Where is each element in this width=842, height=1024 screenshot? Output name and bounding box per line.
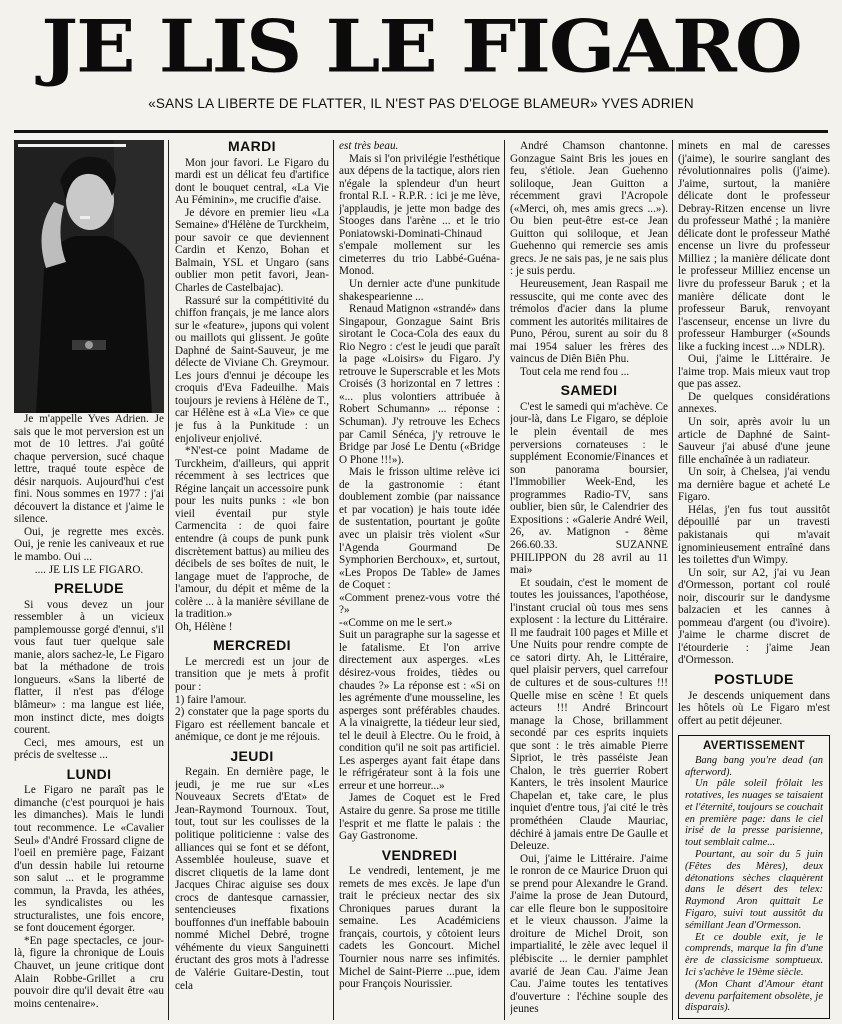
body-paragraph: est très beau. xyxy=(339,140,399,152)
column-2 xyxy=(175,140,329,1022)
column-3 xyxy=(339,140,500,1022)
body-paragraph: André Chamson chantonne. Gonzague Saint Bris les joues en feu, s'étiole. Jean Guehenno soliloque, Jean Guitton a récemment gravi l'Acropole («Merci, oh, mes amis grecs ...»). Ou bien peut-être est-ce Jean Guitton qui soliloque, et Jean Guehenno qui remercie ses amis grecs. Je ne sais pas, je ne sais plus : je suis perdu. xyxy=(510,140,668,278)
body-paragraph: Mais si l'on privilégie l'esthétique aux dépens de la tactique, alors rien n'égale la splendeur d'un heurt frontal R.I. - R.P.R. : ici je me lève, j'applaudis, je jette mon badge des Stooges dans l'arène ... et le trio Poniatowski-Dominati-Chinaud s'empale mollement sur les cimeterres du trio Labbé-Guéna-Monod. xyxy=(339,152,500,278)
body-paragraph: Regain. En dernière page, le jeudi, je me rue sur «Les Nouveaux Secrets d'Etat» de Jean-Raymond Tournoux. Tout, tout, tout sur les coulisses de la politique politicienne : valse des alliances qui se font et se défont, Assemblée houleuse, suave et discret cliquetis de la lame dont Jacques Chirac aiguise ses doux crocs de dantesque carnassier, sentencieuses fixations bouffonnes d'un ineffable babouin nommé Michel Debré, trogne véhémente du vieux Sanguinetti éructant des gros mots à l'adresse de Valérie Guitare-Destin, tout cela xyxy=(175,766,329,992)
body-paragraph: Hélas, j'en fus tout aussitôt dépouillé par un travesti pakistanais qui m'avait ignominieusement entraîné dans les toilettes d'un Wimpy. xyxy=(678,503,830,567)
body-paragraph: Oui, je regrette mes excès. Oui, je renie les caniveaux et rue le mambo. Oui ... xyxy=(14,525,164,564)
section-heading-lundi: LUNDI xyxy=(66,765,112,782)
body-paragraph: Un dernier acte d'une punkitude shakespearienne ... xyxy=(339,278,500,303)
body-paragraph: Oui, j'aime le Littéraire. Je l'aime trop. Mais mieux vaut trop que pas assez. xyxy=(678,353,830,391)
column-5 xyxy=(678,140,830,1022)
avertissement-paragraph: Et ce double exit, je le comprends, marque la fin d'une ère de classicisme somptueux. Ici s'achève le 19ème siècle. xyxy=(685,931,823,979)
header-rule xyxy=(14,130,828,133)
body-paragraph: Rassuré sur la compétitivité du chiffon français, je me lance alors sur le «feature», jupons qui volent ou maillots qui glissent. Je goûte Daphné de Saint-Sauveur, je me délecte de Viviane Ch. Greymour. Les jours d'ennui je découpe les croquis d'Eva Fadeuilhe. Mais toujours je reviens à Hélène de T., car Hélène est à «La Vie» ce que je fus à la Punkitude : un enjoliveur enjolivé. xyxy=(175,294,329,445)
body-paragraph: «Comment prenez-vous votre thé ?» xyxy=(339,591,500,617)
list-item: 1) faire l'amour. xyxy=(175,693,247,706)
body-paragraph: De quelques considérations annexes. xyxy=(678,390,830,416)
caption-paragraph: Je m'appelle Yves Adrien. Je sais que le mot perversion est un mot de 10 lettres. J'ai goûté chaque perversion, sucé chaque lettre, traqué toute espèce de désir narquois. Aujourd'hui c'est fini. Nous sommes en 1977 : j'ai découvert la distance et j'aime le silence. xyxy=(14,413,164,526)
body-paragraph: -«Comme on me le sert.» xyxy=(339,616,453,629)
body-paragraph: Oui, j'aime le Littéraire. J'aime le ronron de ce Maurice Druon qui se prend pour Alexandre le Grand. J'aime la prose de Jean Dutourd, car elle fleure bon le suppositoire et le vieux chausson. J'aime la droiture de Michel Droit, son impartialité, le zèle avec lequel il plébiscite ... le dernier pamphlet avarié de Jean Cau. J'aime Jean Cau. J'aime toutes les tentatives d'ouverture : l'échine souple des jeunes xyxy=(510,852,668,1016)
body-paragraph: Oh, Hélène ! xyxy=(175,620,233,633)
portrait-illustration xyxy=(14,140,164,413)
body-paragraph: Le mercredi est un jour de transition que je mets à profit pour : xyxy=(175,655,329,693)
section-heading-jeudi: JEUDI xyxy=(230,747,274,764)
section-heading-postlude: POSTLUDE xyxy=(714,670,794,687)
column-4 xyxy=(510,140,668,1022)
author-photo xyxy=(14,140,164,413)
column-divider xyxy=(504,140,505,1020)
column-divider xyxy=(672,140,673,1020)
list-item: 2) constater que la page sports du Figaro est réellement bancale et anémique, ce dont je me réjouis. xyxy=(175,706,329,744)
avertissement-box xyxy=(678,735,830,1019)
body-paragraph: Ceci, mes amours, est un précis de sveltesse ... xyxy=(14,736,164,762)
body-paragraph: Et soudain, c'est le moment de toutes les jouissances, l'apothéose, l'instant crucial où tous mes sens explosent : la lecture du Littéraire. Il me faudrait 100 pages et Mille et Une Nuits pour rendre compte de ce satori dirty. Ah, le Littéraire, quel plaisir pervers, quel carrefour de cultures et de sous-cultures !!! Quelle mise en scène ! Et quels acteurs !!! André Brincourt manage la Chose, brillamment secondé par ces esprits inquiets que sont : le très aimable Pierre Sipriot, le très passéiste Jean Chalon, le très guerrier Robert Kanters, le très insolent Maurice Chapelan et, take care, le plus inquiet d'entre tous, j'ai cité le très prométhéen Claude Mauriac, déchiré à jamais entre De Gaulle et Deleuze. xyxy=(510,576,668,853)
column-divider xyxy=(333,140,334,1020)
section-heading-mercredi: MERCREDI xyxy=(213,637,291,654)
section-heading-mardi: MARDI xyxy=(228,140,276,154)
body-paragraph: C'est le samedi qui m'achève. Ce jour-là, dans Le Figaro, se déploie le plein éventail de mes perversions cornateuses : le supplément Economie/Finances et son panorama boursier, l'Immobilier Week-End, les programmes Radio-TV, sans oublier, bien sûr, le Calendrier des Expositions : «Galerie André Weil, 26, av. Matignon - 8ème 266.60.33. SUZANNE PHILIPPON du 28 avril au 11 mai» xyxy=(510,400,668,577)
column-divider xyxy=(168,140,169,1020)
masthead-title: JE LIS LE FIGARO xyxy=(41,5,801,89)
section-heading-prelude: PRELUDE xyxy=(54,580,124,597)
avertissement-paragraph: Bang bang you're dead (an afterword). xyxy=(685,754,823,778)
body-paragraph: *N'est-ce point Madame de Turckheim, d'ailleurs, qui apprit récemment à ses lectrices que Régine lançait un accessoire punk pour les nuits punks : «le bon vieil éventail pur style Carmencita : de quoi faire entendre (à coups de punk punk discrètement battus) au milieu des décibels de ses boîtes de nuit, le langage muet de l'approche, de l'amour, du dépit et même de la colère ... à la manière sévillane de la tradition.» xyxy=(175,445,329,621)
body-paragraph: Renaud Matignon «strandé» dans Singapour, Gonzague Saint Bris sirotant le Coca-Cola des eaux du Rio Negro : c'est le jeudi que paraît la page «Loisirs» du Figaro. J'y retrouve le Superscrable et les Mots Croisés (3 horizontal en 7 lettres : «... plus volontiers attribuée à Robert Schumann» ... réponse : Schuman). J'y retrouve les Echecs par Camil Sénéca, j'y retrouve le Bridge par José Le Dentu («Bridge O Phone !!!»). xyxy=(339,303,500,466)
body-paragraph: Tout cela me rend fou ... xyxy=(520,365,630,378)
photo-frame-edge xyxy=(18,144,126,147)
body-paragraph: minets en mal de caresses (j'aime), le sourire sanglant des révolutionnaires polis (j'aime). J'aime, surtout, la manière délicate dont le professeur Debray-Ritzen encense un livre du professeur Mathé ; la manière délicate dont le professeur Mathé encense un livre du professeur Milliez ; la manière délicate dont le professeur Milliez encense un livre du professeur Baruk ; et la manière délicate dont le professeur Baruk, renvoyant l'ascenseur, encense un livre du professeur Hamburger («Sounds like a fucking incest ...» NDLR). xyxy=(678,140,830,353)
body-paragraph: Un soir, à Chelsea, j'ai vendu ma dernière bague et acheté Le Figaro. xyxy=(678,466,830,504)
body-paragraph: Le vendredi, lentement, je me remets de mes excès. Je lape d'un trait le précieux nectar des six Chroniques parues durant la semaine. Les Académiciens français, courtois, y côtoient leurs cadets les Goncourt. Michel Tournier nous narre ses infimités. Michel de Saint-Pierre ...pue, idem pour François Nourissier. xyxy=(339,865,500,991)
avertissement-paragraph: Pourtant, au soir du 5 juin (Fêtes des Mères), deux détonations sèches claquèrent dans le désert des telex: Raymond Aron quittait Le Figaro, suivi tout aussitôt du sémillant Jean d'Ormesson. xyxy=(685,849,823,931)
body-paragraph: Si vous devez un jour ressembler à un vicieux pamplemousse gorgé d'ennui, s'il vous faut tuer quelque sale manie, alors sachez-le, Le Figaro bat la méthadone de trois longueurs. «Sans la liberté de flatter, il n'est pas d'éloge blâmeur» : ma langue est liée, mon instinct dicte, mes doigts courent. xyxy=(14,598,164,737)
body-paragraph: James de Coquet est le Fred Astaire du genre. Sa prose me titille l'esprit et me flatte le palais : the Gay Gastronome. xyxy=(339,792,500,843)
body-paragraph: Heureusement, Jean Raspail me ressuscite, qui me conte avec des trémolos d'acier dans la plume comment les autorités militaires de Puno, Pérou, surent au soir du 8 mai 1954 saluer les frères des vaincus de Diên Biên Phu. xyxy=(510,278,668,366)
body-paragraph: Le Figaro ne paraît pas le dimanche (c'est pourquoi je hais les dimanches). Mais le lundi tout recommence. Le «Cavalier Seul» d'André Frossard cligne de l'oeil en première page, Faizant d'un dessin habile lui retourne son salut ... et le programme commun, la Pravda, les athées, les syndicalistes ou les structuralistes, une fois encore, se font doucement égorger. xyxy=(14,784,164,935)
tagline: .... JE LIS LE FIGARO. xyxy=(34,563,144,576)
body-paragraph: Un soir, sur A2, j'ai vu Jean d'Ormesson, portant col roulé noir, discourir sur le dandysme balzacien et les cannes à pommeau d'argent (ou d'ivoire). J'aime le charme discret de l'étourderie : j'aime Jean d'Ormesson. xyxy=(678,566,830,667)
section-heading-samedi: SAMEDI xyxy=(560,382,618,399)
column-1 xyxy=(14,140,164,1022)
avertissement-paragraph: (Mon Chant d'Amour étant devenu parfaitement obsolète, je disparais). xyxy=(685,978,823,1014)
body-paragraph: Je descends uniquement dans les hôtels où Le Figaro m'est offert au petit déjeuner. xyxy=(678,689,830,727)
body-paragraph: Mon jour favori. Le Figaro du mardi est un délicat feu d'artifice dont le bouquet central, «La Vie Au Féminin», me crucifie d'aise. xyxy=(175,156,329,207)
masthead-subtitle: «SANS LA LIBERTE DE FLATTER, IL N'EST PAS D'ELOGE BLAMEUR» YVES ADRIEN xyxy=(148,96,694,111)
avertissement-paragraph: Un pâle soleil frôlait les rotatives, les nuages se taisaient et l'éternité, toujours se couchait en première page: dans le ciel irisé de la presse parisienne, tout semblait calme... xyxy=(685,778,823,849)
body-paragraph: Un soir, après avoir lu un article de Daphné de Saint-Sauveur j'ai abusé d'une jeune fille enchaînée à un radiateur. xyxy=(678,416,830,466)
section-heading-vendredi: VENDREDI xyxy=(381,846,458,863)
body-paragraph: Mais le frisson ultime relève ici de la gastronomie : étant doublement zombie (par naissance et par vocation) je hais toute idée de sustentation, pourtant je goûte avec un plaisir très violent «Sur l'Agenda Gourmand De Symphorien Berchoux», et, surtout, «Les Propos De Table» de James de Coquet : xyxy=(339,466,500,592)
avertissement-heading: AVERTISSEMENT xyxy=(702,740,806,753)
body-paragraph: *En page spectacles, ce jour-là, figure la chronique de Louis Chauvet, un jeune critique dont Alain Robbe-Grillet a cru pouvoir dire qu'il devait être «au moins centenaire». xyxy=(14,934,164,1010)
body-paragraph: Suit un paragraphe sur la sagesse et le fatalisme. Et l'on arrive directement aux asperges. «Les désirez-vous froides, tièdes ou chaudes ?» La réponse est : «Si on les agrémente d'une mousseline, les asperges sont préférables chaudes. A la vinaigrette, la tiédeur leur sied, tel le deuil à Electre. Ou le froid, à condition qu'il ne soit pas artificiel. Les asperges ayant fait étape dans le réfrigérateur sont à la fois une erreur et une horreur...» xyxy=(339,629,500,792)
body-paragraph: Je dévore en premier lieu «La Semaine» d'Hélène de Turckheim, pour savoir ce que deviennent Cardin et Kenzo, Bohan et Balmain, YSL et Ungaro (sans oublier mon petit favori, Jean-Charles de Castelbajac). xyxy=(175,206,329,295)
